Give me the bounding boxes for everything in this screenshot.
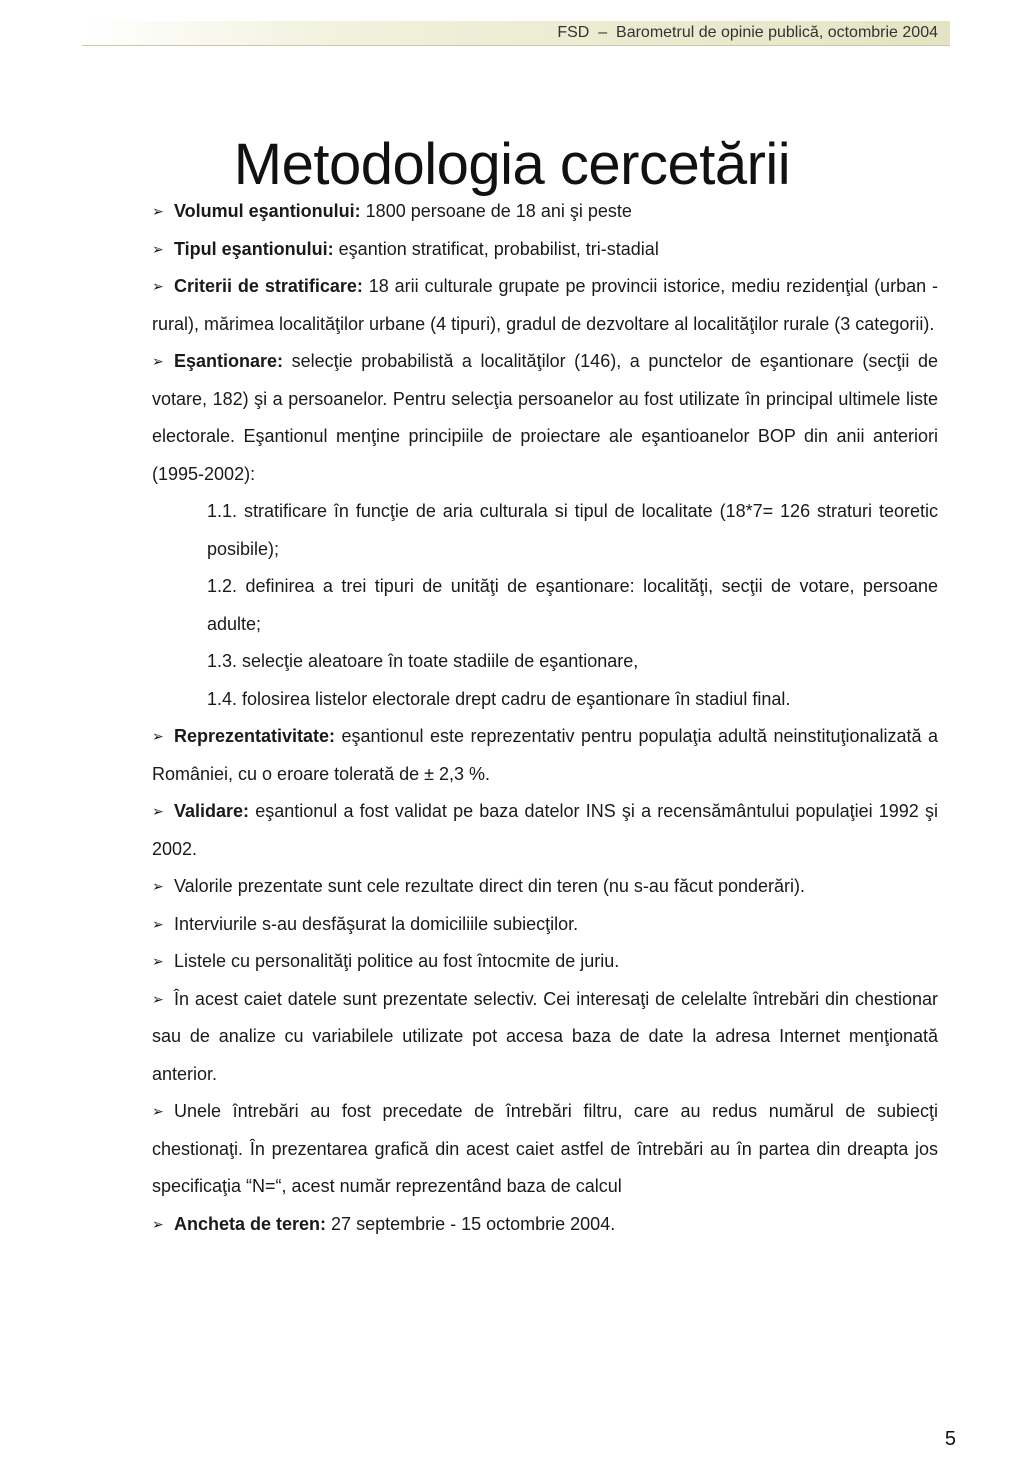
item-text: 18 arii culturale grupate pe provincii istorice, mediu rezidenţial (urban - rural), mărimea localităţilor urbane (4 tipuri), gradul de dezvoltare al localităţilor rurale (3 categorii). [152,276,938,334]
list-item [152,1206,938,1244]
list-item [152,906,938,944]
methodology-content [152,193,938,1243]
arrow-bullet-icon: ➢ [152,1215,164,1232]
list-item [152,943,938,981]
item-text: eşantionul a fost validat pe baza datelor INS şi a recensământului populaţiei 1992 şi 2002. [152,801,938,859]
item-text: 1800 persoane de 18 ani şi peste [360,201,632,221]
item-label: Criterii de stratificare: [174,276,363,296]
sub-list-item: 1.3. selecţie aleatoare în toate stadiile de eşantionare, [207,651,639,671]
item-text: Valorile prezentate sunt cele rezultate direct din teren (nu s-au făcut ponderări). [174,876,806,896]
item-text: 27 septembrie - 15 octombrie 2004. [326,1213,616,1234]
list-item [152,868,938,906]
arrow-bullet-icon: ➢ [152,278,164,294]
item-text: eşantionul este reprezentativ pentru populaţia adultă neinstituţionalizată a României, cu o eroare tolerată de ± 2,3 %. [152,726,938,784]
arrow-bullet-icon: ➢ [152,203,164,219]
item-label: Tipul eşantionului: [174,238,334,259]
item-text: selecţie probabilistă a localităţilor (146), a punctelor de eşantionare (secţii de votare, 182) şi a persoanelor. Pentru selecţia persoanelor au fost utilizate în principal ultimele liste electorale. Eşantionul menţine principiile de proiectare ale eşantioanelor BOP din anii anteriori (1995-2002): [152,351,938,484]
list-item [152,1093,938,1206]
arrow-bullet-icon: ➢ [152,1103,164,1119]
arrow-bullet-icon: ➢ [152,915,164,932]
arrow-bullet-icon: ➢ [152,803,164,819]
item-label: Validare: [174,801,250,821]
list-item [152,718,938,793]
item-text: eşantion stratificat, probabilist, tri-stadial [333,238,659,259]
item-label: Reprezentativitate: [174,726,336,746]
sub-list-item: 1.2. definirea a trei tipuri de unităţi de eşantionare: localităţi, secţii de votare, persoane adulte; [207,576,938,634]
item-label: Eşantionare: [174,351,284,371]
item-label: Ancheta de teren: [174,1213,327,1234]
arrow-bullet-icon: ➢ [152,878,164,894]
list-item [152,193,938,231]
arrow-bullet-icon: ➢ [152,990,164,1007]
item-text: Interviurile s-au desfăşurat la domiciliile subiecţilor. [174,913,579,934]
arrow-bullet-icon: ➢ [152,240,164,257]
sub-list-item: 1.1. stratificare în funcţie de aria culturala si tipul de localitate (18*7= 126 straturi teoretic posibile); [207,501,938,559]
item-label: Volumul eşantionului: [174,201,361,221]
list-item [152,231,938,269]
arrow-bullet-icon: ➢ [152,353,164,369]
list-item [152,343,938,493]
item-text: Unele întrebări au fost precedate de întrebări filtru, care au redus numărul de subiecţi chestionaţi. În prezentarea grafică din acest caiet astfel de întrebări au în partea din dreapta jos specificaţia “N=“, acest număr reprezentând baza de calcul [152,1101,938,1196]
list-item [152,981,938,1094]
list-item [152,268,938,343]
item-text: În acest caiet datele sunt prezentate selectiv. Cei interesaţi de celelalte întrebări din chestionar sau de analize cu variabilele utilizate pot accesa baza de date la adresa Internet menţionată anterior. [152,988,938,1084]
arrow-bullet-icon: ➢ [152,953,164,969]
running-header-text: FSD – Barometrul de opinie publică, octombrie 2004 [557,24,938,41]
page-title: Metodologia cercetării [233,131,791,197]
running-header-band [82,21,950,46]
arrow-bullet-icon: ➢ [152,728,164,744]
sub-list-item: 1.4. folosirea listelor electorale drept cadru de eşantionare în stadiul final. [207,688,791,709]
item-text: Listele cu personalităţi politice au fost întocmite de juriu. [174,951,620,971]
page-number: 5 [944,1428,956,1450]
list-item [152,793,938,868]
